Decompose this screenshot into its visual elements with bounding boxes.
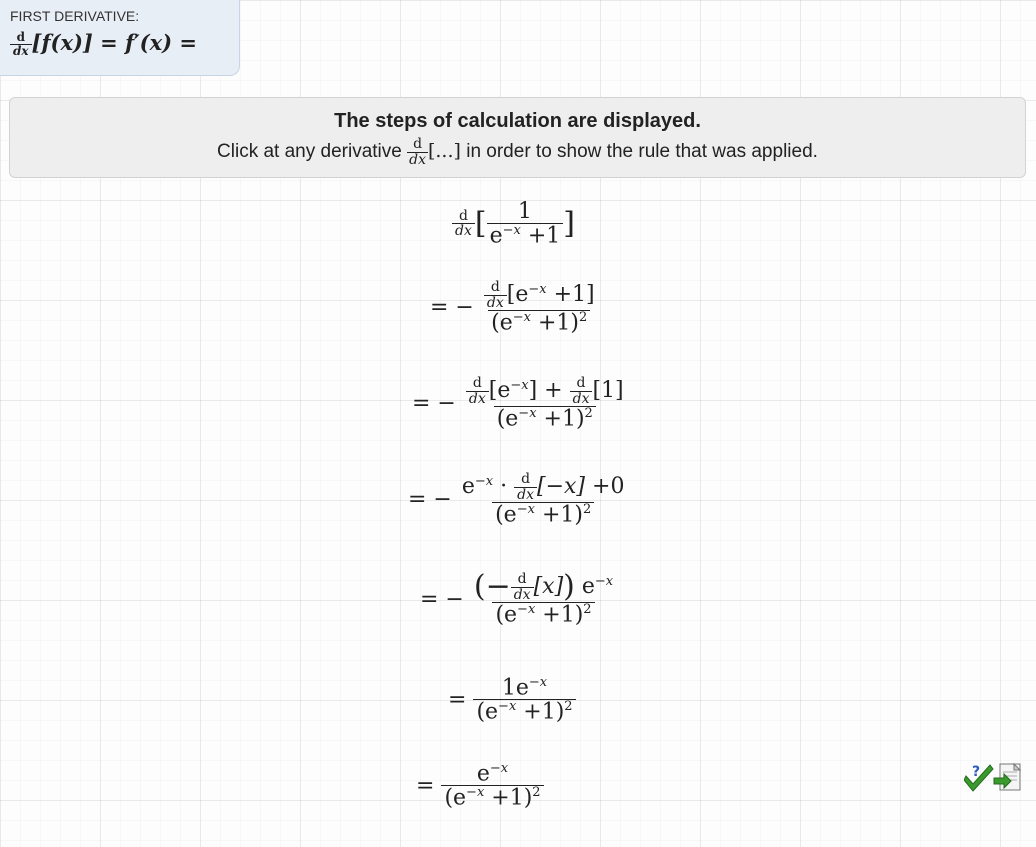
first-derivative-panel	[0, 0, 240, 76]
dx-symbol: dx	[10, 44, 32, 58]
derivative-operator[interactable]: $\frac{d}{dx}$	[484, 280, 507, 310]
step-4-numerator: (− $\frac{d}{dx}$ [x]) $e^{-x}$	[473, 569, 614, 605]
steps-info-box	[9, 97, 1026, 178]
step-3-numerator: $e^{-x}$ · $\frac{d}{dx}$ [−x] +0	[461, 471, 625, 503]
derivative-operator[interactable]: $\frac{d}{dx}$	[466, 376, 489, 406]
step-6-numerator: $e^{-x}$	[476, 761, 509, 787]
step-5-denominator: $(e^{-x} +1)^2$	[473, 699, 575, 723]
step-5-numerator: $1e^{-x}$	[501, 675, 548, 701]
fraction-numerator: 1	[517, 199, 532, 224]
tool-icons-svg	[964, 760, 1024, 792]
hint-suffix: in order to show the rule that was applied.	[466, 141, 818, 163]
step-3: = − $e^{-x}$ · $\frac{d}{dx}$ [−x] +0 $(e^{-x} +1)^2$	[408, 472, 627, 527]
step-2-denominator: $(e^{-x} +1)^2$	[494, 406, 596, 430]
hint-d: d	[413, 136, 423, 152]
step-6-denominator: $(e^{-x} +1)^2$	[441, 785, 543, 809]
derivative-operator[interactable]: $\frac{d}{dx}$	[570, 376, 593, 406]
step-4: = − (− $\frac{d}{dx}$ [x]) $e^{-x}$ $(e^{-x} +1)^2$	[420, 572, 616, 627]
step-2-numerator: $\frac{d}{dx}$ $[e^{-x}]$ + $\frac{d}{dx}$ [1]	[463, 376, 627, 406]
f-prime-eq: = f′(x) =	[100, 30, 197, 55]
derivative-operator[interactable]: $\frac{d}{dx}$	[511, 572, 534, 602]
step-1: = − $\frac{d}{dx}$ $[e^{-x} +1]$ $(e^{-x} +1)^2$	[430, 280, 598, 335]
steps-info-title: The steps of calculation are displayed.	[334, 110, 701, 132]
step-1-denominator: $(e^{-x} +1)^2$	[488, 310, 590, 334]
derivative-operator[interactable]: $\frac{d}{dx}$	[452, 209, 475, 239]
step-0: $\frac{d}{dx}$ [ $\frac{1}{e^{-x} +1}$ ]	[452, 200, 575, 248]
tool-icons	[964, 760, 1024, 792]
hint-op: [...]	[427, 140, 461, 163]
steps-info-hint	[10, 137, 1025, 167]
step-4-denominator: $(e^{-x} +1)^2$	[492, 602, 594, 626]
step-2: = − $\frac{d}{dx}$ $[e^{-x}]$ + $\frac{d}{dx}$ [1] $(e^{-x} +1)^2$	[412, 376, 627, 431]
hint-prefix: Click at any derivative	[217, 141, 402, 163]
step-3-denominator: $(e^{-x} +1)^2$	[492, 502, 594, 526]
export-icon[interactable]	[994, 764, 1020, 790]
check-icon[interactable]	[964, 764, 993, 791]
step-1-numerator: $\frac{d}{dx}$ $[e^{-x} +1]$	[481, 280, 598, 310]
derivative-operator[interactable]: $\frac{d}{dx}$	[514, 472, 537, 502]
first-derivative-label: FIRST DERIVATIVE:	[10, 8, 140, 24]
fraction-denominator: $e^{-x} +1$	[487, 223, 564, 247]
f-of-x: [f(x)]	[31, 30, 93, 55]
d-symbol: d	[16, 30, 25, 45]
first-derivative-formula	[10, 30, 229, 58]
svg-text:?: ?	[972, 764, 981, 780]
step-5: = $\frac{1e^{-x}}{(e^{-x} +1)^2}$	[448, 676, 576, 724]
hint-dx: dx	[409, 151, 426, 168]
step-6: = $\frac{e^{-x}}{(e^{-x} +1)^2}$	[416, 762, 544, 810]
